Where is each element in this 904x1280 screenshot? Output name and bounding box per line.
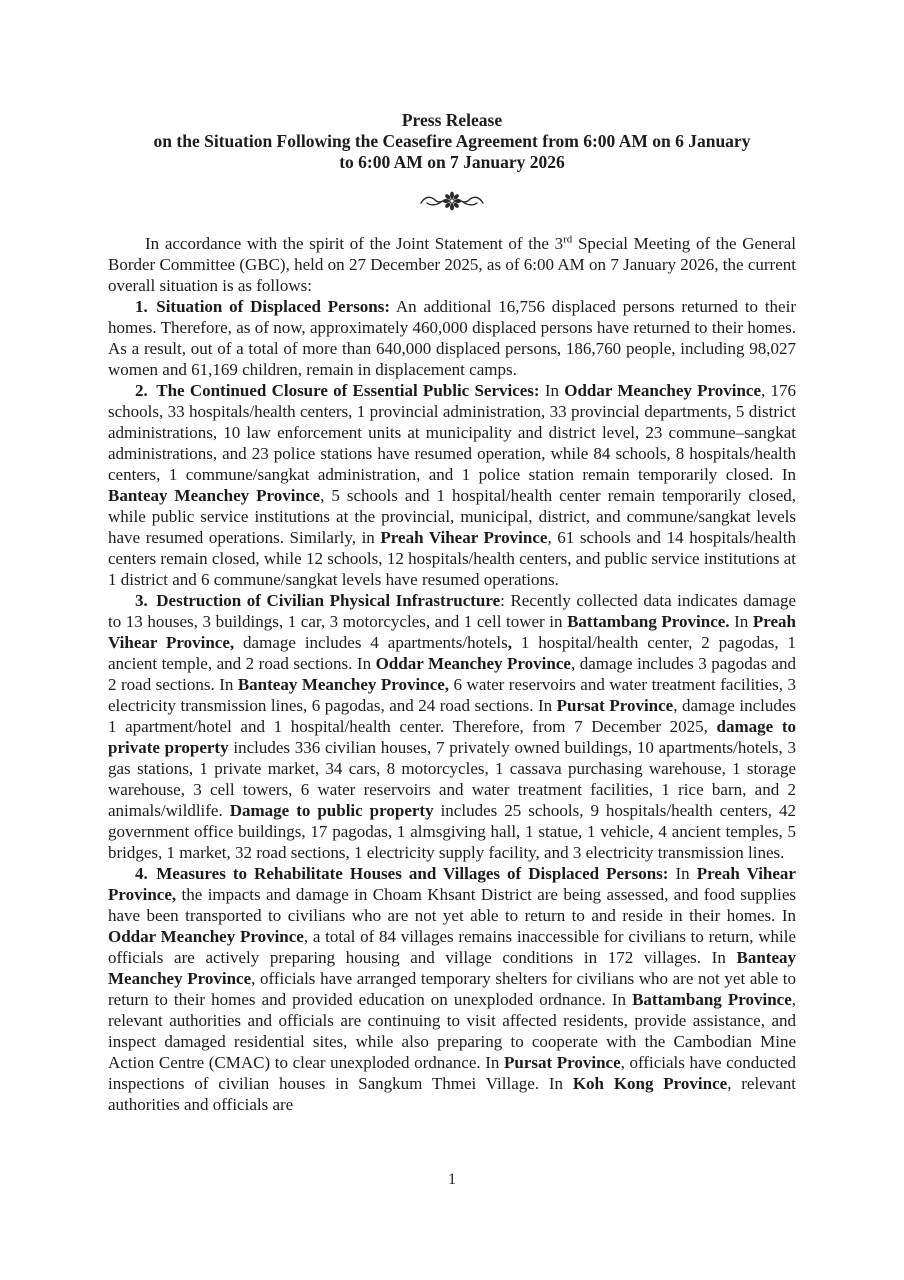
bold-text-run: 3. Destruction of Civilian Physical Infrastructure xyxy=(135,591,501,610)
bold-text-run: Preah Vihear Province, xyxy=(108,612,797,652)
text-run: An additional 16,756 displaced persons returned to their homes. Therefore, as of now, approximately 460,000 displaced persons have returned to their homes. As a result, out of a total of more than 640,000 displaced persons, 186,760 people, including 98,027 women and 61,169 children, remain in displacement camps. xyxy=(108,297,796,379)
text-run: the impacts and damage in Choam Khsant District are being assessed, and food supplies have been transported to civilians who are not yet able to return to and reside in their homes. In xyxy=(108,885,796,925)
bold-text-run: Damage to public property xyxy=(229,801,434,820)
text-run: In xyxy=(668,864,697,883)
text-run: , 176 schools, 33 hospitals/health centers, 1 provincial administration, 33 provincial departments, 5 district administrations, 10 law enforcement units at municipality and district level, 23 commune–sangkat administrations, and 23 police stations have resumed operation, while 84 schools, 8 hospitals/health centers, 1 commune/sangkat administration, and 1 police station remain temporarily closed. In xyxy=(108,381,797,484)
paragraph xyxy=(108,233,796,296)
text-run: , officials have conducted inspections of civilian houses in Sangkum Thmei Village. In xyxy=(108,1053,797,1093)
paragraph xyxy=(108,863,796,1115)
text-run: In xyxy=(729,612,753,631)
document-title-line-1: Press Release xyxy=(401,110,503,130)
text-run: includes 25 schools, 9 hospitals/health centers, 42 government office buildings, 17 pagodas, 1 almsgiving hall, 1 statue, 1 vehicle, 4 ancient temples, 5 bridges, 1 market, 32 road sections, 1 electricity supply facility, and 3 electricity transmission lines. xyxy=(108,801,796,862)
text-run: includes 336 civilian houses, 7 privately owned buildings, 10 apartments/hotels, 3 gas stations, 1 private market, 34 cars, 8 motorcycles, 1 cassava purchasing warehouse, 1 storage warehouse, 3 cell towers, 6 water reservoirs and water treatment facilities, 1 rice barn, and 2 animals/wildlife. xyxy=(108,738,796,820)
bold-text-run: , xyxy=(507,633,512,652)
text-run: 1 hospital/health center, 2 pagodas, 1 ancient temple, and 2 road sections. In xyxy=(108,633,797,673)
paragraph xyxy=(108,380,796,590)
text-run: , damage includes 1 apartment/hotel and 1 hospital/health center. Therefore, from 7 December 2025, xyxy=(108,696,796,736)
bold-text-run: Koh Kong Province xyxy=(572,1074,728,1093)
bold-text-run: Battambang Province. xyxy=(567,612,730,631)
floral-divider-icon xyxy=(0,190,904,212)
bold-text-run: Oddar Meanchey Province xyxy=(108,927,304,946)
bold-text-run: Pursat Province xyxy=(503,1053,621,1072)
text-run: , 5 schools and 1 hospital/health center remain temporarily closed, while public service institutions at the provincial, municipal, district, and commune/sangkat levels have resumed operations. Similarly, in xyxy=(108,486,796,547)
text-run: , relevant authorities and officials are continuing to visit affected residents, provide assistance, and inspect damaged residential sites, while also preparing to cooperate with the Cambodian Mine Action Centre (CMAC) to clear unexploded ordnance. In xyxy=(108,990,796,1072)
bold-text-run: Banteay Meanchey Province xyxy=(108,486,321,505)
bold-text-run: Battambang Province xyxy=(632,990,792,1009)
bold-text-run: Oddar Meanchey Province xyxy=(564,381,762,400)
bold-text-run: 2. The Continued Closure of Essential Public Services: xyxy=(135,381,540,400)
bold-text-run: 1. Situation of Displaced Persons: xyxy=(135,297,391,316)
bold-text-run: Banteay Meanchey Province xyxy=(108,948,796,988)
bold-text-run: 4. Measures to Rehabilitate Houses and Villages of Displaced Persons: xyxy=(135,864,669,883)
paragraph xyxy=(108,590,796,863)
text-run: In xyxy=(539,381,565,400)
document-title-line-2: on the Situation Following the Ceasefire Agreement from 6:00 AM on 6 January xyxy=(153,131,751,151)
document-header xyxy=(0,0,904,173)
text-run: , 61 schools and 14 hospitals/health centers remain closed, while 12 schools, 12 hospitals/health centers, and public service institutions at 1 district and 6 commune/sangkat levels have resumed operations. xyxy=(108,528,796,589)
bold-text-run: Preah Vihear Province, xyxy=(108,864,796,904)
text-run: 6 water reservoirs and water treatment facilities, 3 electricity transmission lines, 6 pagodas, and 24 road sections. In xyxy=(108,675,797,715)
text-run: , damage includes 3 pagodas and 2 road sections. In xyxy=(108,654,797,694)
text-run: , officials have arranged temporary shelters for civilians who are not yet able to return to their homes and provided education on unexploded ordnance. In xyxy=(108,969,796,1009)
bold-text-run: Oddar Meanchey Province xyxy=(375,654,571,673)
text-run: damage includes 4 apartments/hotels xyxy=(234,633,508,652)
text-run: Special Meeting of the General Border Committee (GBC), held on 27 December 2025, as of 6:00 AM on 7 January 2026, the current overall situation is as follows: xyxy=(108,234,797,295)
document-title-line-3: to 6:00 AM on 7 January 2026 xyxy=(339,152,565,172)
document-body xyxy=(108,233,796,1115)
bold-text-run: Banteay Meanchey Province, xyxy=(237,675,450,694)
text-run: In accordance with the spirit of the Joint Statement of the 3 xyxy=(145,234,564,253)
text-run: , relevant authorities and officials are xyxy=(108,1074,797,1114)
superscript-run: rd xyxy=(563,233,573,246)
bold-text-run: Pursat Province xyxy=(556,696,674,715)
bold-text-run: Preah Vihear Province xyxy=(380,528,548,547)
paragraph xyxy=(108,296,796,380)
text-run: : Recently collected data indicates damage to 13 houses, 3 buildings, 1 car, 3 motorcycles, and 1 cell tower in xyxy=(108,591,797,631)
page-number: 1 xyxy=(448,1171,456,1188)
text-run: , a total of 84 villages remains inaccessible for civilians to return, while officials are actively preparing housing and village conditions in 172 villages. In xyxy=(108,927,796,967)
bold-text-run: damage to private property xyxy=(108,717,796,757)
